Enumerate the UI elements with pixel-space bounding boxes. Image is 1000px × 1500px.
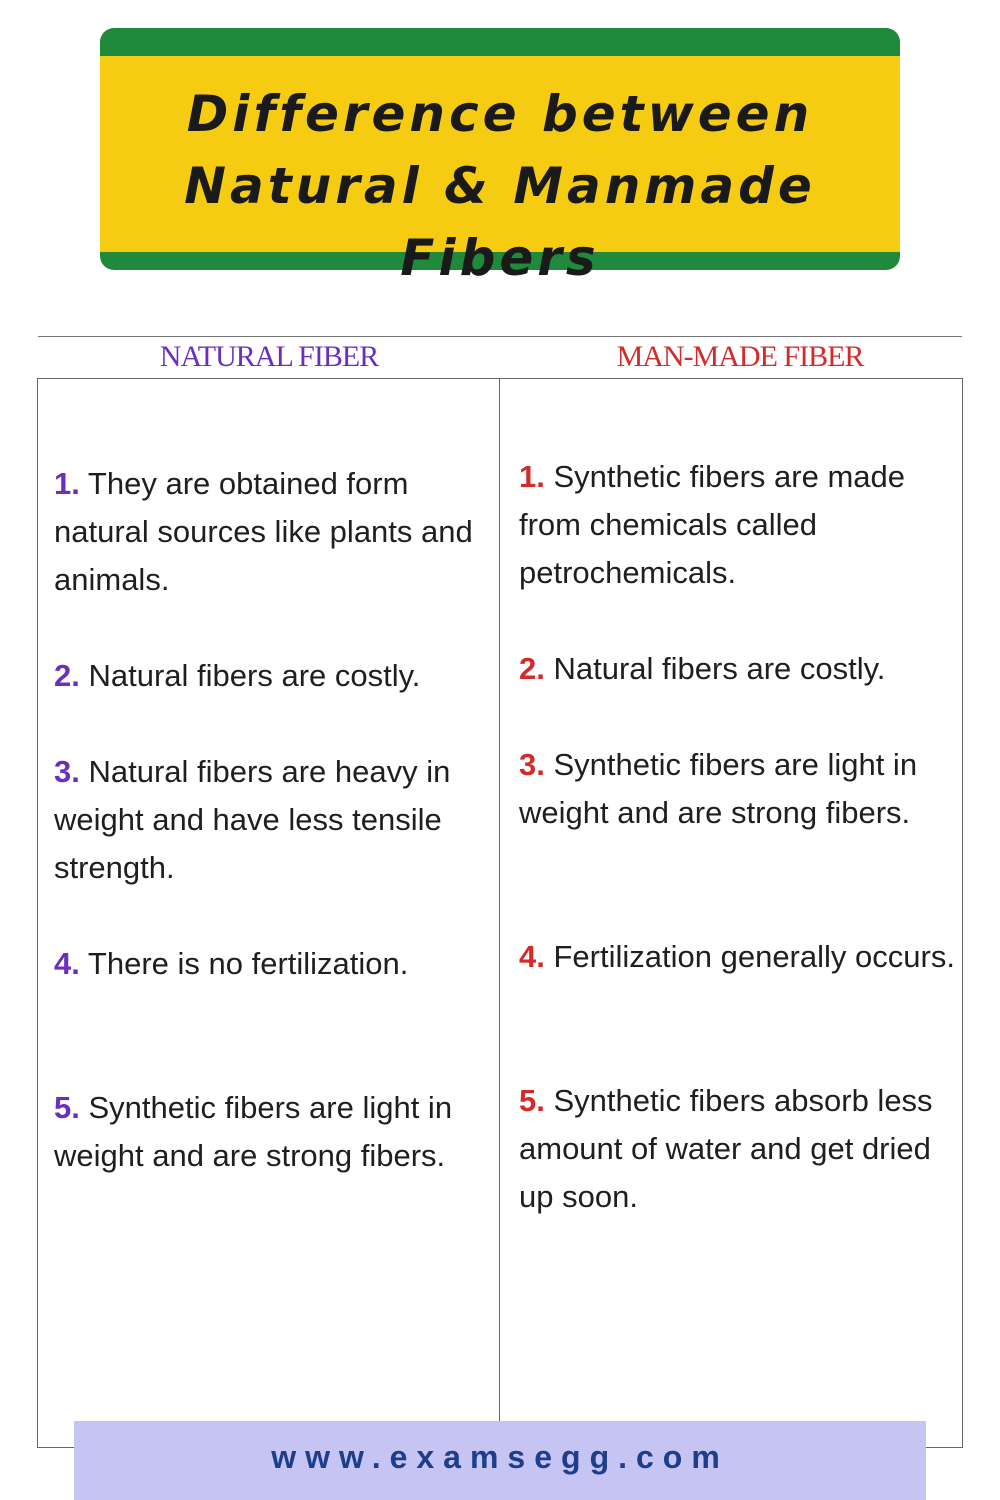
manmade-point-2 — [519, 645, 959, 693]
natural-point-1 — [54, 460, 494, 604]
point-text: Natural fibers are costly. — [553, 651, 886, 686]
natural-fiber-header: NATURAL FIBER — [159, 340, 379, 373]
manmade-point-4 — [519, 933, 959, 981]
point-number: 1. — [519, 459, 545, 494]
point-text: Natural fibers are heavy in weight and have less tensile strength. — [54, 754, 451, 885]
natural-point-2 — [54, 652, 494, 700]
natural-point-5 — [54, 1084, 494, 1180]
point-text: They are obtained form natural sources like plants and animals. — [54, 466, 473, 597]
point-number: 4. — [519, 939, 545, 974]
natural-point-4 — [54, 940, 494, 988]
point-text: Synthetic fibers are light in weight and are strong fibers. — [519, 747, 918, 830]
point-number: 3. — [54, 754, 80, 789]
manmade-fiber-header: MAN-MADE FIBER — [616, 340, 864, 373]
title-line-1: Difference between — [186, 85, 814, 143]
point-text: Natural fibers are costly. — [88, 658, 421, 693]
manmade-point-1 — [519, 453, 959, 597]
manmade-point-3 — [519, 741, 959, 837]
point-number: 2. — [519, 651, 545, 686]
point-text: Synthetic fibers absorb less amount of water and get dried up soon. — [519, 1083, 933, 1214]
point-number: 2. — [54, 658, 80, 693]
natural-point-3 — [54, 748, 494, 892]
manmade-point-5 — [519, 1077, 959, 1221]
point-text: Synthetic fibers are light in weight and are strong fibers. — [54, 1090, 453, 1173]
header-divider-line — [38, 336, 962, 337]
page-title — [100, 78, 900, 294]
footer-banner — [74, 1421, 926, 1500]
point-number: 5. — [519, 1083, 545, 1118]
point-number: 3. — [519, 747, 545, 782]
title-line-2: Natural & Manmade Fibers — [184, 157, 816, 287]
point-number: 4. — [54, 946, 80, 981]
point-text: Fertilization generally occurs. — [553, 939, 955, 974]
point-text: Synthetic fibers are made from chemicals called petrochemicals. — [519, 459, 905, 590]
point-text: There is no fertilization. — [87, 946, 409, 981]
column-divider — [499, 378, 500, 1422]
point-number: 5. — [54, 1090, 80, 1125]
website-link[interactable]: www.examsegg.com — [271, 1439, 729, 1475]
point-number: 1. — [54, 466, 80, 501]
